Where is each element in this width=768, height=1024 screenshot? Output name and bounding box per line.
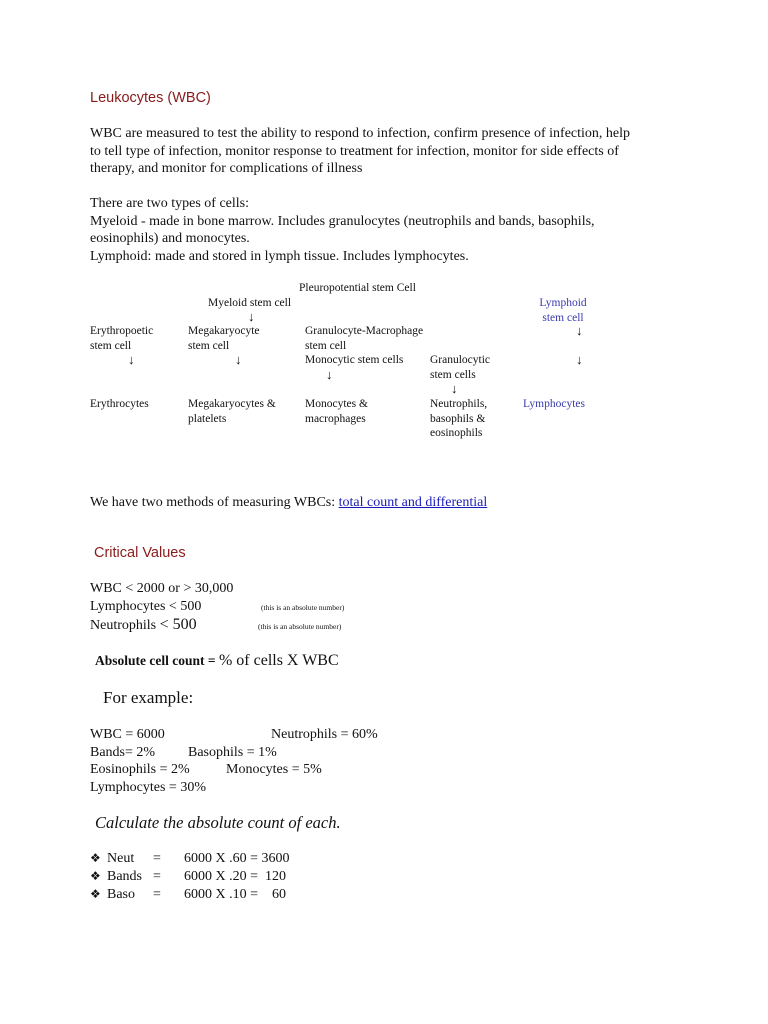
root-node: Pleuropotential stem Cell: [299, 282, 416, 294]
critical-wbc: WBC < 2000 or > 30,000: [90, 581, 234, 596]
example-monocytes: Monocytes = 5%: [226, 762, 322, 777]
calc-row: ❖ Baso = 6000 X .10 = 60: [90, 887, 287, 902]
erythrocytes-product: Erythrocytes: [90, 398, 149, 410]
calculate-heading: Calculate the absolute count of each.: [95, 813, 341, 832]
erythropoetic-node: Erythropoetic stem cell: [90, 325, 154, 352]
example-eosinophils: Eosinophils = 2%: [90, 762, 190, 777]
critical-lymph-note: (this is an absolute number): [261, 603, 345, 612]
megakaryocyte-node: Megakaryocyte stem cell: [188, 325, 260, 352]
myeloid-node: Myeloid stem cell: [208, 297, 292, 309]
down-arrow-icon: ↓: [248, 309, 255, 324]
intro-line: therapy, and monitor for complications of illness: [90, 161, 363, 176]
lymphocytes-product: Lymphocytes: [523, 398, 585, 410]
calc-row: ❖ Neut = 6000 X .60 = 3600: [90, 851, 290, 866]
critical-neut-note: (this is an absolute number): [258, 622, 342, 631]
types-line: Lymphoid: made and stored in lymph tissue. Includes lymphocytes.: [90, 248, 469, 264]
neutrophils-product: Neutrophils, basophils & eosinophils: [430, 398, 488, 439]
monocytes-product: Monocytes & macrophages: [305, 398, 368, 425]
megakaryocytes-product: Megakaryocytes & platelets: [188, 398, 276, 425]
methods-text: We have two methods of measuring WBCs:: [90, 495, 339, 510]
lymphoid-node: Lymphoid stem cell: [539, 297, 587, 324]
absolute-count-formula: Absolute cell count = % of cells X WBC: [95, 652, 339, 669]
example-heading: For example:: [103, 688, 194, 707]
example-bands: Bands= 2%: [90, 745, 156, 760]
types-line: eosinophils) and monocytes.: [90, 231, 250, 246]
critical-neutrophils: Neutrophils < 500: [90, 616, 197, 633]
example-basophils: Basophils = 1%: [188, 745, 277, 760]
diamond-bullet-icon: ❖: [90, 869, 101, 883]
critical-lymphocytes: Lymphocytes < 500: [90, 599, 202, 614]
cell-types-paragraph: [90, 195, 595, 265]
down-arrow-icon: ↓: [326, 367, 333, 382]
intro-line: to tell type of infection, monitor response to treatment for infection, monitor for side effects of: [90, 143, 619, 159]
down-arrow-icon: ↓: [451, 381, 458, 396]
critical-values-heading: Critical Values: [94, 545, 186, 561]
monocytic-node: Monocytic stem cells: [305, 354, 404, 366]
intro-line: WBC are measured to test the ability to respond to infection, confirm presence of infection, help: [90, 126, 630, 141]
granulocytic-node: Granulocytic stem cells: [430, 354, 491, 381]
total-count-link[interactable]: total count and differential: [338, 495, 488, 510]
intro-paragraph: [90, 125, 630, 178]
down-arrow-icon: ↓: [128, 352, 135, 367]
methods-line: [90, 494, 487, 512]
diamond-bullet-icon: ❖: [90, 851, 101, 865]
diamond-bullet-icon: ❖: [90, 887, 101, 901]
down-arrow-icon: ↓: [235, 352, 242, 367]
page-title: Leukocytes (WBC): [90, 90, 211, 106]
example-lymphocytes: Lymphocytes = 30%: [90, 780, 206, 795]
down-arrow-icon: ↓: [576, 323, 583, 338]
down-arrow-icon: ↓: [576, 352, 583, 367]
example-neutrophils: Neutrophils = 60%: [271, 727, 378, 742]
types-line: There are two types of cells:: [90, 196, 249, 211]
calc-row: ❖ Bands = 6000 X .20 = 120: [90, 869, 287, 884]
example-wbc: WBC = 6000: [90, 727, 165, 742]
types-line: Myeloid - made in bone marrow. Includes granulocytes (neutrophils and bands, basophils,: [90, 213, 595, 229]
granulocyte-macrophage-node: Granulocyte-Macrophage stem cell: [305, 325, 424, 352]
